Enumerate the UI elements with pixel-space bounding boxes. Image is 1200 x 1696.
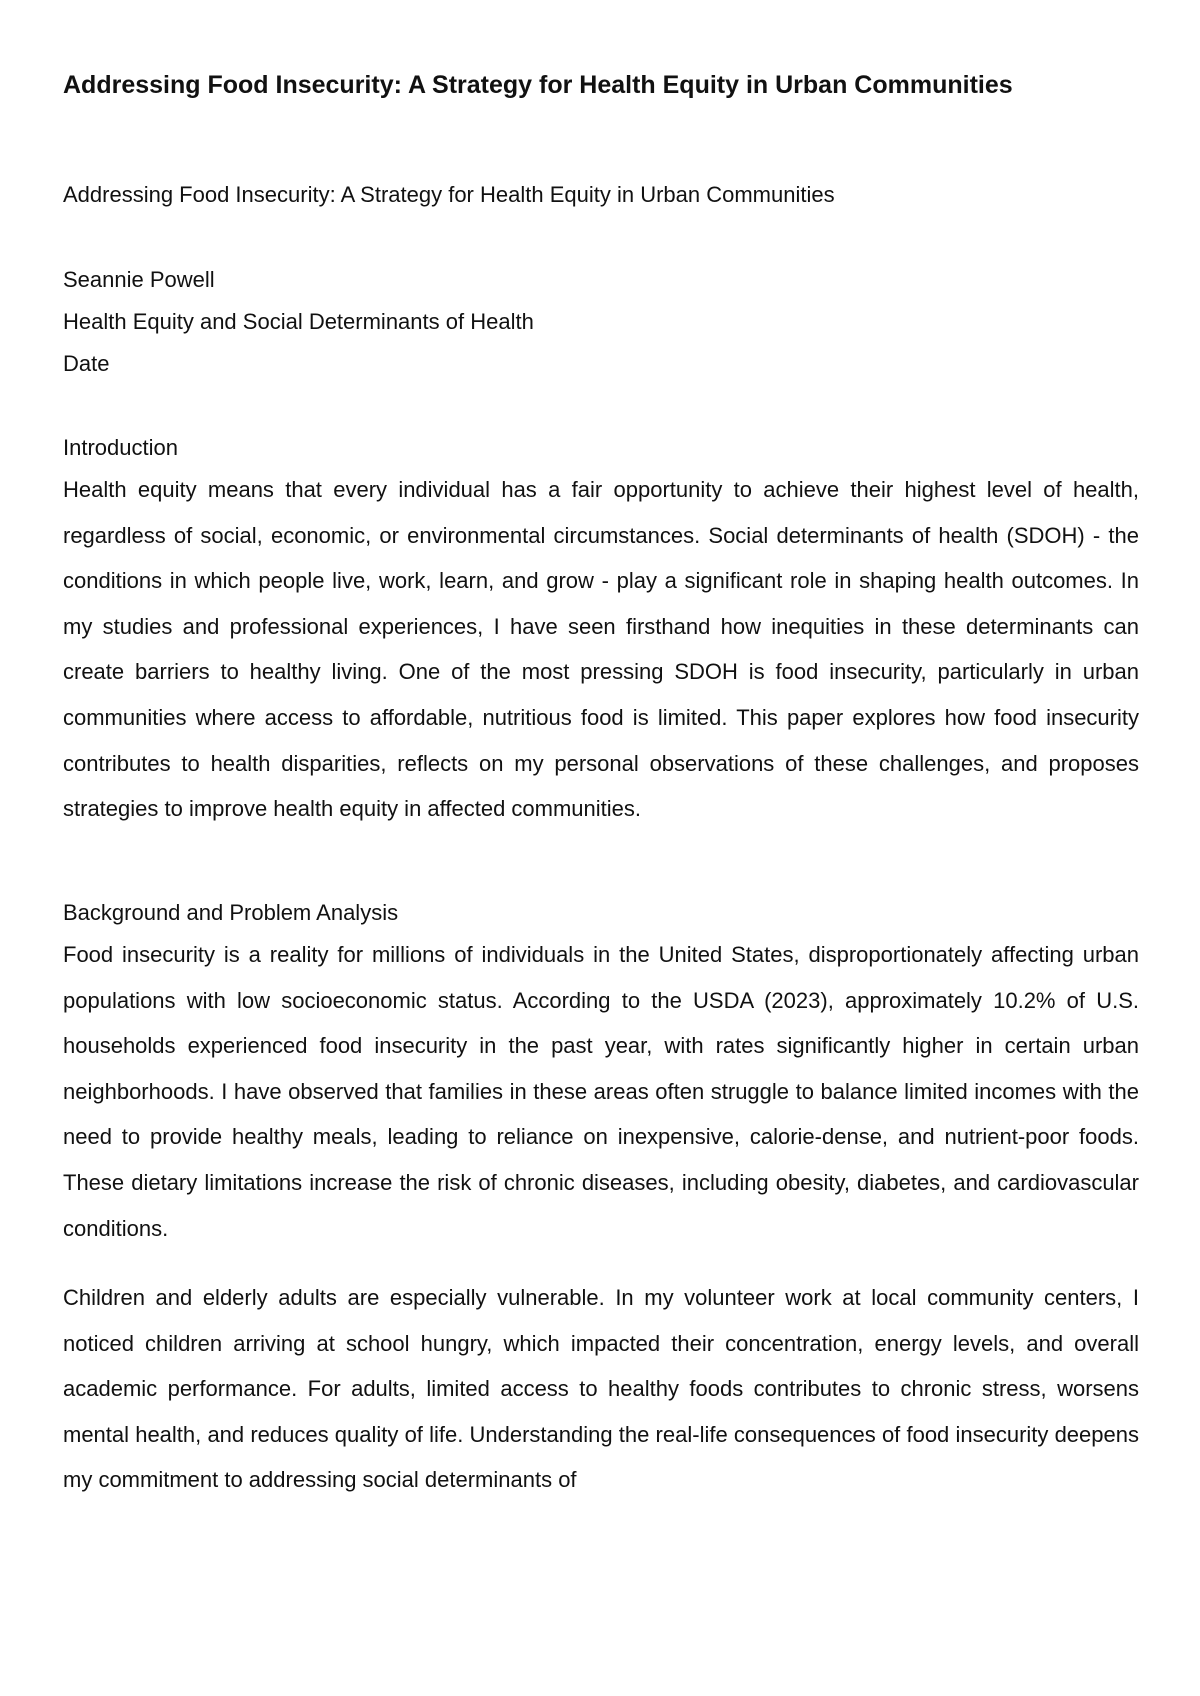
author-name: Seannie Powell: [63, 267, 215, 292]
date-line: Date: [63, 351, 110, 376]
course-name: Health Equity and Social Determinants of Health: [63, 309, 534, 334]
background-paragraph-2: Children and elderly adults are especially vulnerable. In my volunteer work at local community centers, I noticed children arriving at school hungry, which impacted their concentration, energy levels, and overall academic performance. For adults, limited access to healthy foods contributes to chronic stress, worsens mental health, and reduces quality of life. Understanding the real-life consequences of food insecurity deepens my commitment to addressing social determinants of: [63, 1285, 1139, 1493]
document-title: Addressing Food Insecurity: A Strategy for Health Equity in Urban Communities: [63, 71, 1013, 99]
paper-title-line: Addressing Food Insecurity: A Strategy for Health Equity in Urban Communities: [63, 182, 835, 207]
introduction-paragraph: Health equity means that every individual has a fair opportunity to achieve their highest level of health, regardless of social, economic, or environmental circumstances. Social determinants of health (SDOH) - the conditions in which people live, work, learn, and grow - play a significant role in shaping health outcomes. In my studies and professional experiences, I have seen firsthand how inequities in these determinants can create barriers to healthy living. One of the most pressing SDOH is food insecurity, particularly in urban communities where access to affordable, nutritious food is limited. This paper explores how food insecurity contributes to health disparities, reflects on my personal observations of these challenges, and proposes strategies to improve health equity in affected communities.: [63, 477, 1139, 822]
background-paragraph-1: Food insecurity is a reality for millions of individuals in the United States, disproportionately affecting urban populations with low socioeconomic status. According to the USDA (2023), approximately 10.2% of U.S. households experienced food insecurity in the past year, with rates significantly higher in certain urban neighborhoods. I have observed that families in these areas often struggle to balance limited incomes with the need to provide healthy meals, leading to reliance on inexpensive, calorie-dense, and nutrient-poor foods. These dietary limitations increase the risk of chronic diseases, including obesity, diabetes, and cardiovascular conditions.: [63, 942, 1139, 1241]
section-heading-background: Background and Problem Analysis: [63, 900, 399, 925]
section-heading-introduction: Introduction: [63, 435, 178, 460]
